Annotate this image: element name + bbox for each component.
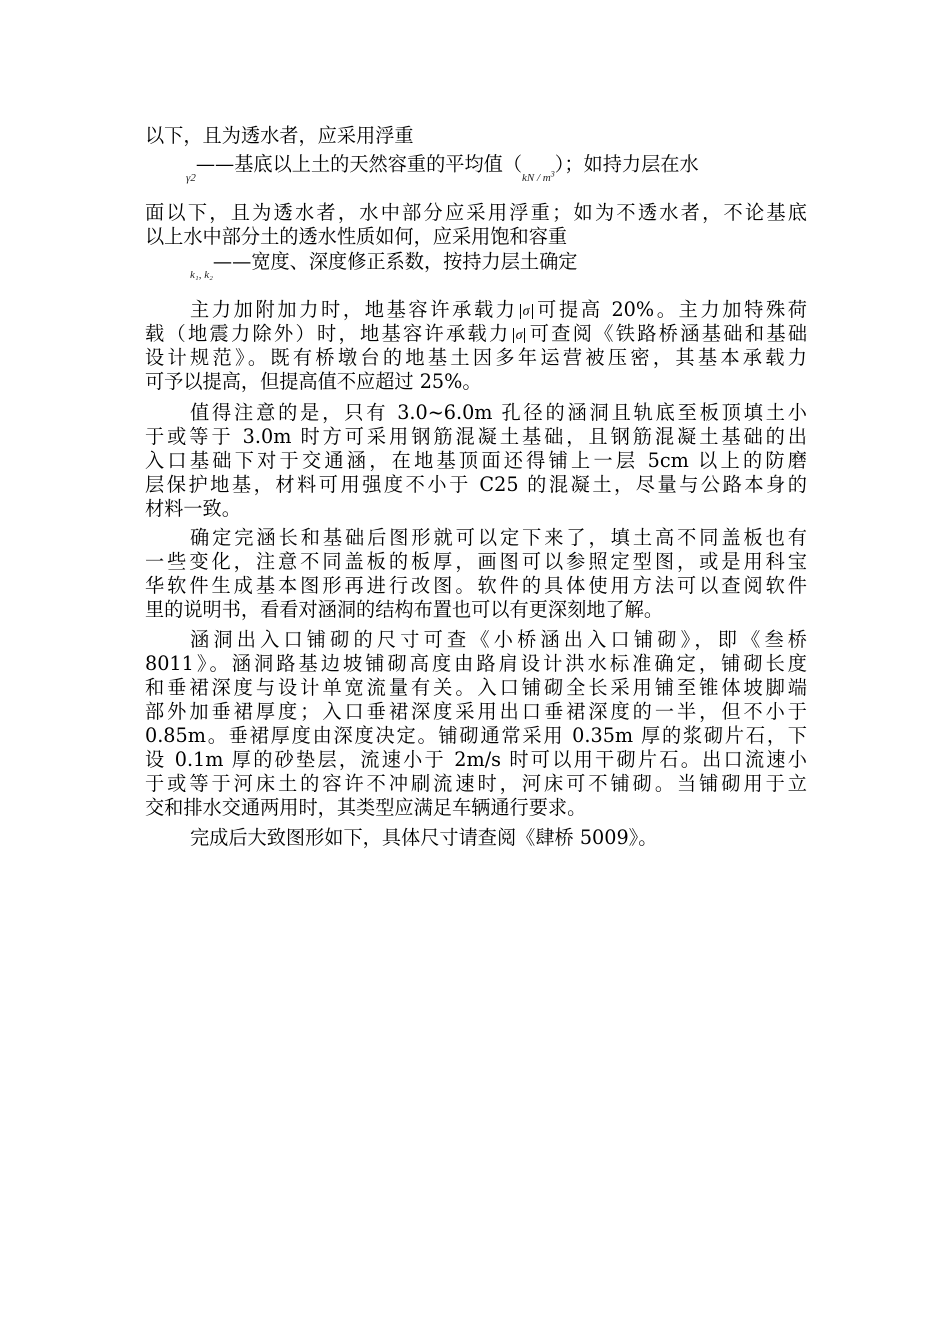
text-line: 以下，且为透水者，应采用浮重 <box>145 124 414 147</box>
sigma-symbol: σ <box>520 304 533 319</box>
paragraph-line: 里的说明书，看看对涵洞的结构布置也可以有更深刻地了解。 <box>145 598 664 621</box>
paragraph-line: 可予以提高，但提高值不应超过 25%。 <box>145 370 482 393</box>
paragraph-line: 确定完涵长和基础后图形就可以定下来了，填土高不同盖板也有 <box>190 526 807 549</box>
paragraph-line: 设计规范》。既有桥墩台的地基土因多年运营被压密，其基本承载力 <box>145 346 807 369</box>
paragraph-line: 设 0.1m 厚的砂垫层，流速小于 2m/s 时可以用干砌片石。出口流速小 <box>145 748 807 771</box>
paragraph-line: 8011》。涵洞路基边坡铺砌高度由路肩设计洪水标准确定，铺砌长度 <box>145 652 807 675</box>
paragraph-line: 完成后大致图形如下，具体尺寸请查阅《肆桥 5009》。 <box>190 826 658 849</box>
paragraph-line: 交和排水交通两用时，其类型应满足车辆通行要求。 <box>145 796 587 819</box>
paragraph-line: 0.85m。垂裙厚度由深度决定。铺砌通常采用 0.35m 厚的浆砌片石，下 <box>145 724 807 747</box>
paragraph-line: 载（地震力除外）时，地基容许承载力 σ 可查阅《铁路桥涵基础和基础 <box>145 322 808 345</box>
paragraph-line: 部外加垂裙厚度；入口垂裙深度采用出口垂裙深度的一半，但不小于 <box>145 700 807 723</box>
paragraph-line: 材料一致。 <box>145 497 241 520</box>
definition-text: ——宽度、深度修正系数，按持力层土确定 <box>212 250 578 273</box>
definition-text: ）；如持力层在水 <box>554 152 699 176</box>
paragraph-line: 于或等于河床土的容许不冲刷流速时，河床可不铺砌。当铺砌用于立 <box>145 772 807 795</box>
paragraph-line: 涵洞出入口铺砌的尺寸可查《小桥涵出入口铺砌》，即《叁桥 <box>190 628 807 651</box>
text-line-gamma-definition <box>186 152 808 184</box>
paragraph-line: 层保护地基，材料可用强度不小于 C25 的混凝土，尽量与公路本身的 <box>145 473 807 496</box>
text-line: 以上水中部分土的透水性质如何，应采用饱和容重 <box>145 225 568 248</box>
paragraph-line: 和垂裙深度与设计单宽流量有关。入口铺砌全长采用铺至锥体坡脚端 <box>145 676 807 699</box>
sigma-symbol: σ <box>513 328 526 343</box>
paragraph-line: 入口基础下对于交通涵，在地基顶面还得铺上一层 5cm 以上的防磨 <box>145 449 807 472</box>
unit-symbol: kN / m3 <box>522 169 555 184</box>
text-line: 面以下，且为透水者，水中部分应采用浮重；如为不透水者，不论基底 <box>145 201 807 224</box>
gamma-symbol: γ2 <box>186 171 196 184</box>
text-line-k-definition <box>190 250 852 281</box>
paragraph-line: 值得注意的是，只有 3.0~6.0m 孔径的涵洞且轨底至板顶填土小 <box>190 401 807 424</box>
k-symbols: k₁, k₂ <box>190 269 213 281</box>
paragraph-line: 于或等于 3.0m 时方可采用钢筋混凝土基础，且钢筋混凝土基础的出 <box>145 425 807 448</box>
paragraph-line: 主力加附加力时，地基容许承载力 σ 可提高 20%。主力加特殊荷 <box>190 298 807 321</box>
paragraph-line: 华软件生成基本图形再进行改图。软件的具体使用方法可以查阅软件 <box>145 574 807 597</box>
definition-text: ——基底以上土的天然容重的平均值（ <box>195 152 523 176</box>
paragraph-line: 一些变化，注意不同盖板的板厚，画图可以参照定型图，或是用科宝 <box>145 550 807 573</box>
